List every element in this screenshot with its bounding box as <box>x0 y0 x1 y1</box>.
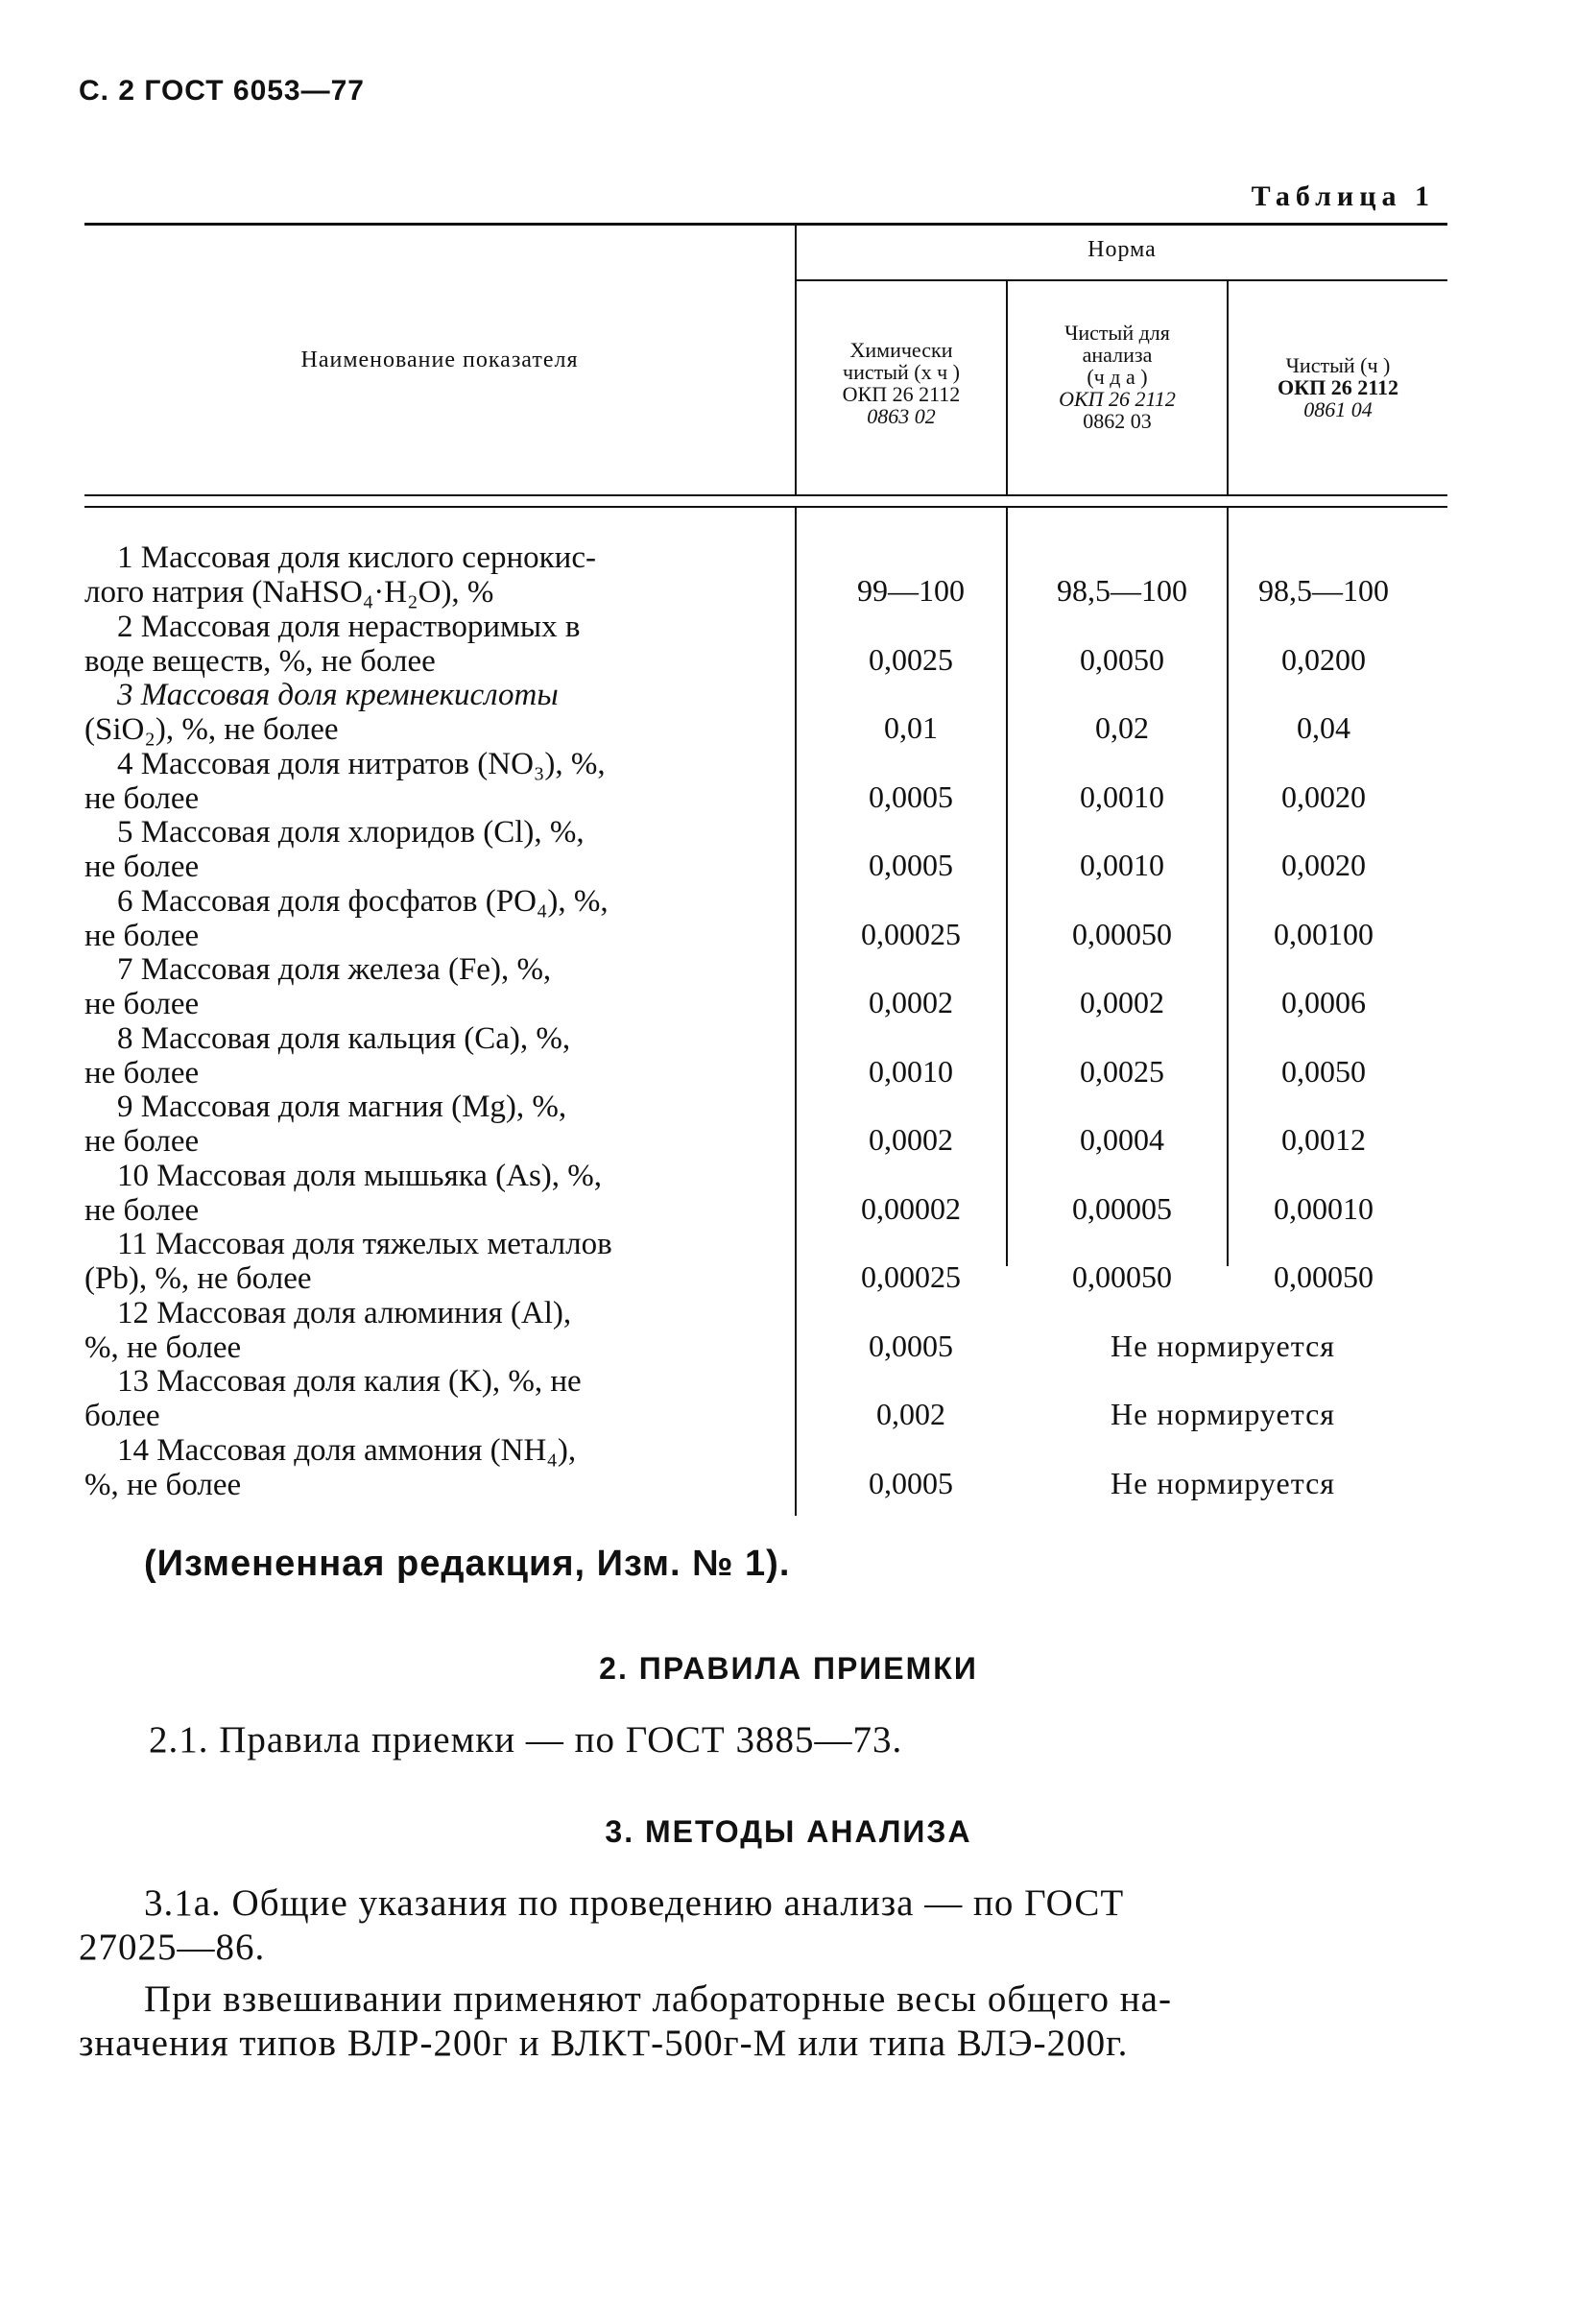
col-name-header: Наименование показателя <box>300 347 579 372</box>
section-3-title: 3. МЕТОДЫ АНАЛИЗА <box>605 1814 972 1849</box>
table-row: 3 Массовая доля кремнекислоты (SiO₂), %, не более 0,01 0,02 0,04 <box>84 678 1350 747</box>
spec-table <box>84 223 1447 1501</box>
table-row: 13 Массовая доля калия (K), %, не более 0,002 Не нормируется <box>84 1364 1335 1433</box>
section-3-para-1: 3.1а. Общие указания по проведению анализа — по ГОСТ 27025—86. <box>79 1882 1125 1968</box>
section-2-para: 2.1. Правила приемки — по ГОСТ 3885—73. <box>149 1719 903 1761</box>
table-title: Таблица 1 <box>1251 180 1435 212</box>
table-row: 8 Массовая доля кальция (Ca), %, не более 0,0010 0,0025 0,0050 <box>84 1020 1366 1090</box>
norma-rule <box>797 279 1447 281</box>
table-row: 7 Массовая доля железа (Fe), %, не более 0,0002 0,0002 0,0006 <box>84 952 1366 1021</box>
body-divider-2 <box>1006 508 1008 1266</box>
table-row: 10 Массовая доля мышьяка (As), %, не более 0,00002 0,00005 0,00010 <box>84 1158 1374 1228</box>
table-row: 12 Массовая доля алюминия (Al), %, не более 0,0005 Не нормируется <box>84 1295 1335 1365</box>
table-row: 9 Массовая доля магния (Mg), %, не более 0,0002 0,0004 0,0012 <box>84 1090 1366 1159</box>
grade-header-ch: Чистый (ч ) ОКП 26 2112 0861 04 <box>1278 353 1398 421</box>
table-row: 5 Массовая доля хлоридов (Cl), %, не более 0,0005 0,0010 0,0020 <box>84 815 1366 884</box>
body-divider <box>795 508 797 1516</box>
table-row: 2 Массовая доля нерастворимых в воде веществ, %, не более 0,0025 0,0050 0,0200 <box>84 609 1366 679</box>
grade-header-xch: Химически чистый (х ч ) ОКП 26 2112 0863 02 <box>842 338 961 428</box>
table-body <box>84 508 1447 1501</box>
table-row: 4 Массовая доля нитратов (NO₃), %, не более 0,0005 0,0010 0,0020 <box>84 746 1366 816</box>
header-double-rule <box>84 494 1447 508</box>
amendment-note: (Измененная редакция, Изм. № 1). <box>144 1544 791 1584</box>
body-divider-3 <box>1227 508 1229 1266</box>
table-header <box>84 226 1447 494</box>
section-3-para-2: При взвешивании применяют лабораторные весы общего на- значения типов ВЛР-200г и ВЛКТ-500г-М или типа ВЛЭ-200г. <box>79 1978 1172 2064</box>
table-row: 14 Массовая доля аммония (NH₄), %, не более 0,0005 Не нормируется <box>84 1432 1335 1502</box>
table-row: 1 Массовая доля кислого сернокис- лого натрия (NaHSO₄·H₂O), % 99—100 98,5—100 98,5—100 <box>84 540 1389 610</box>
norma-header: Норма <box>1087 237 1157 262</box>
section-2-title: 2. ПРАВИЛА ПРИЕМКИ <box>599 1651 978 1686</box>
page-header: С. 2 ГОСТ 6053—77 <box>79 75 365 107</box>
grade-header-chda: Чистый для анализа (ч д а ) ОКП 26 2112 0862 03 <box>1059 321 1176 433</box>
table-row: 6 Массовая доля фосфатов (PO₄), %, не более 0,00025 0,00050 0,00100 <box>84 883 1374 953</box>
table-row: 11 Массовая доля тяжелых металлов (Pb), %, не более 0,00025 0,00050 0,00050 <box>84 1227 1374 1296</box>
